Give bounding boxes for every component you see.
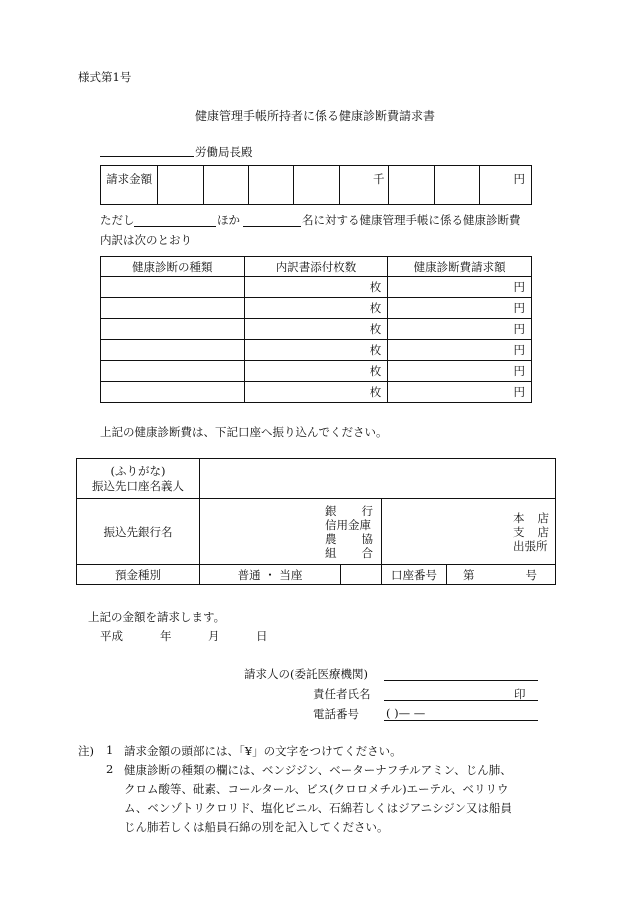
bureau-name-field[interactable]	[100, 156, 194, 157]
responsible-label: 責任者氏名	[313, 687, 371, 701]
yen-unit: 円	[513, 364, 525, 378]
deposit-type-text: 普通 ・ 当座	[237, 567, 303, 582]
sheets-cell[interactable]	[244, 277, 388, 298]
account-number-field[interactable]	[447, 565, 556, 585]
sheets-unit: 枚	[369, 301, 382, 315]
exam-type-cell[interactable]	[101, 382, 245, 403]
amount-cell[interactable]	[388, 361, 532, 382]
branch-type-label: 店	[537, 510, 549, 525]
bank-type-label: 組	[325, 545, 337, 560]
sheets-unit: 枚	[369, 322, 382, 336]
branch-type-label: 本	[513, 510, 525, 525]
amount-thousand-cell[interactable]	[339, 166, 389, 205]
page-title: 健康管理手帳所持者に係る健康診断費請求書	[194, 109, 435, 123]
exam-type-cell[interactable]	[101, 319, 245, 340]
bank-type-list	[325, 504, 373, 560]
breakdown-header: 内訳書添付枚数	[244, 257, 388, 277]
yen-unit: 円	[513, 280, 525, 294]
note-line: クロム酸等、砒素、コールタール、ビス(クロロメチル)エーテル、ベリリウ	[124, 782, 509, 796]
account-holder-label: 振込先口座名義人	[92, 478, 184, 493]
table-row	[101, 361, 532, 382]
yen-unit: 円	[513, 301, 525, 315]
claimant-name-field[interactable]	[384, 680, 538, 681]
proviso-count-field[interactable]	[243, 226, 301, 227]
deposit-spacer	[341, 565, 382, 585]
sheets-unit: 枚	[369, 280, 382, 294]
thousand-unit: 千	[372, 172, 385, 186]
bank-table	[76, 458, 556, 585]
notes-heading: 注)	[78, 744, 94, 758]
amount-digit-cell[interactable]	[434, 166, 479, 205]
phone-label: 電話番号	[313, 707, 359, 721]
bank-type-label: 行	[361, 503, 373, 518]
exam-type-cell[interactable]	[101, 361, 245, 382]
amount-cell[interactable]	[388, 340, 532, 361]
yen-unit: 円	[513, 343, 525, 357]
sheets-cell[interactable]	[244, 340, 388, 361]
note-line: ム、ベンゾトリクロリド、塩化ビニル、石綿若しくはジアニシジン又は船員	[124, 801, 513, 815]
amount-digit-cell[interactable]	[389, 166, 434, 205]
proviso-line2: 内訳は次のとおり	[100, 233, 192, 247]
note-number: 1	[106, 743, 114, 757]
branch-type-label: 支	[513, 524, 525, 539]
amount-label: 請求金額	[101, 166, 158, 205]
amount-cell[interactable]	[388, 298, 532, 319]
note-line: 請求金額の頭部には、「¥」の文字をつけてください。	[124, 744, 402, 758]
sheets-cell[interactable]	[244, 361, 388, 382]
account-holder-label-cell	[77, 459, 200, 499]
bank-name-field[interactable]	[200, 499, 382, 565]
amount-digit-cell[interactable]	[158, 166, 203, 205]
exam-type-cell[interactable]	[101, 277, 245, 298]
proviso-mid: ほか	[217, 213, 240, 227]
note-number: 2	[106, 762, 114, 776]
request-statement: 上記の金額を請求します。	[88, 610, 226, 624]
table-row	[101, 298, 532, 319]
sheets-cell[interactable]	[244, 298, 388, 319]
transfer-statement: 上記の健康診断費は、下記口座へ振り込んでください。	[100, 425, 388, 439]
date-era: 平成	[100, 629, 123, 643]
amount-cell[interactable]	[388, 319, 532, 340]
form-id: 様式第1号	[78, 70, 132, 84]
date-month: 月	[208, 629, 220, 643]
sheets-unit: 枚	[369, 343, 382, 357]
phone-field[interactable]	[384, 720, 538, 721]
amount-yen-cell[interactable]	[480, 166, 532, 205]
yen-unit: 円	[513, 322, 525, 336]
table-row	[101, 319, 532, 340]
furigana-label: (ふりがな)	[110, 463, 166, 478]
branch-type-list	[513, 511, 549, 553]
note-line: 健康診断の種類の欄には、ベンジジン、ベーターナフチルアミン、じん肺、	[124, 763, 512, 777]
branch-name-field[interactable]	[382, 499, 556, 565]
breakdown-header: 健康診断費請求額	[388, 257, 532, 277]
sheets-cell[interactable]	[244, 319, 388, 340]
amount-cell[interactable]	[388, 277, 532, 298]
phone-format: ( )— —	[386, 706, 426, 720]
exam-type-cell[interactable]	[101, 340, 245, 361]
bank-type-label: 協	[361, 531, 373, 546]
bank-type-label: 農	[325, 531, 337, 546]
account-number-suffix: 号	[525, 567, 537, 582]
bank-name-label: 振込先銀行名	[77, 499, 200, 565]
amount-digit-cell[interactable]	[294, 166, 339, 205]
sheets-unit: 枚	[369, 385, 382, 399]
sheets-cell[interactable]	[244, 382, 388, 403]
branch-type-label: 店	[537, 524, 549, 539]
proviso-prefix: ただし	[100, 213, 135, 227]
table-row	[101, 277, 532, 298]
yen-unit: 円	[513, 172, 525, 186]
branch-type-label: 出張所	[513, 538, 548, 553]
account-holder-field[interactable]	[200, 459, 556, 499]
bank-type-label: 信用金庫	[325, 517, 371, 532]
proviso-name-field[interactable]	[134, 226, 216, 227]
date-day: 日	[256, 629, 268, 643]
account-number-label: 口座番号	[382, 565, 447, 585]
bank-type-label: 合	[361, 545, 373, 560]
note-line: じん肺若しくは船員石綿の別を記入してください。	[124, 820, 389, 834]
yen-unit: 円	[513, 385, 525, 399]
breakdown-table	[100, 256, 532, 403]
amount-digit-cell[interactable]	[203, 166, 248, 205]
deposit-type-label: 預金種別	[77, 565, 200, 585]
proviso-suffix: 名に対する健康管理手帳に係る健康診断費	[302, 213, 521, 227]
breakdown-header: 健康診断の種類	[101, 257, 245, 277]
table-row	[101, 340, 532, 361]
claimant-label: 請求人の(委託医療機関)	[244, 667, 368, 681]
table-row	[101, 382, 532, 403]
sheets-unit: 枚	[369, 364, 382, 378]
seal-mark: 印	[514, 687, 526, 701]
addressee-suffix: 労働局長殿	[195, 145, 253, 159]
bank-type-label: 銀	[325, 503, 337, 518]
amount-table	[100, 165, 532, 205]
date-year: 年	[160, 629, 172, 643]
account-number-prefix: 第	[463, 567, 475, 582]
amount-cell[interactable]	[388, 382, 532, 403]
deposit-type-options[interactable]	[200, 565, 341, 585]
amount-digit-cell[interactable]	[249, 166, 294, 205]
exam-type-cell[interactable]	[101, 298, 245, 319]
